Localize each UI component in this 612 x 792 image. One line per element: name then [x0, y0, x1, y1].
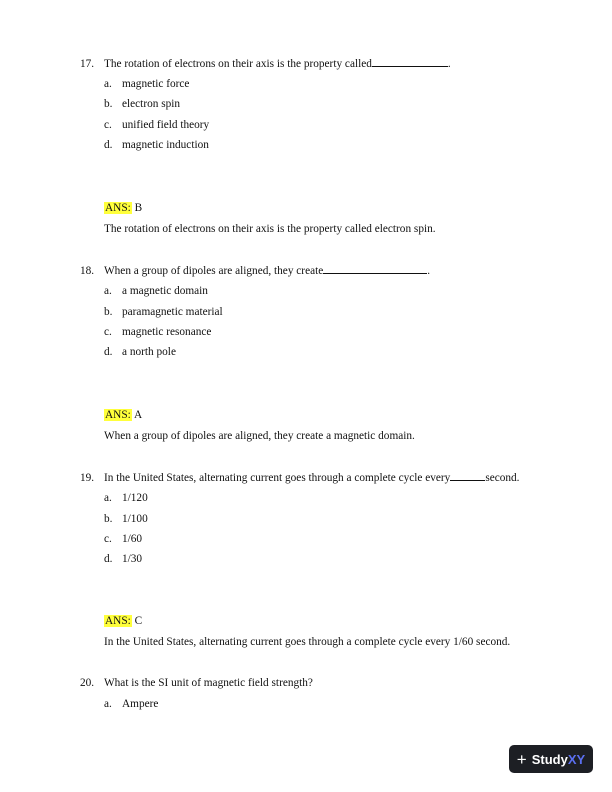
question-20	[80, 677, 313, 689]
answer-blank	[450, 471, 485, 481]
logo-name-accent: XY	[567, 751, 586, 767]
answer-label: ANS:	[105, 202, 131, 214]
option-text: a magnetic domain	[122, 285, 208, 297]
option-text: 1/120	[122, 492, 148, 504]
question-text: What is the SI unit of magnetic field strength?	[104, 677, 313, 689]
question-number: 17.	[80, 58, 95, 70]
option-letter: a.	[104, 78, 112, 90]
option-text: magnetic resonance	[122, 326, 212, 338]
answer-blank	[323, 264, 427, 274]
option-letter: a.	[104, 698, 112, 710]
option-letter: b.	[104, 98, 113, 110]
option-letter: c.	[104, 326, 112, 338]
option-item	[104, 553, 142, 565]
answer-value: A	[133, 409, 143, 421]
question-number: 18.	[80, 265, 95, 277]
answer-label: ANS:	[105, 615, 131, 627]
option-text: 1/60	[122, 533, 143, 545]
option-letter: b.	[104, 513, 113, 525]
option-item	[104, 698, 158, 710]
question-17	[80, 57, 451, 70]
answer-line	[104, 615, 142, 627]
question-19	[80, 471, 520, 484]
answer-line	[104, 202, 142, 214]
question-text: When a group of dipoles are aligned, they create	[104, 265, 324, 277]
option-letter: c.	[104, 533, 112, 545]
answer-explanation: The rotation of electrons on their axis is the property called electron spin.	[104, 223, 436, 235]
option-item	[104, 306, 223, 318]
option-text: 1/30	[122, 553, 143, 565]
answer-blank	[372, 57, 448, 67]
logo-name: Study	[531, 751, 568, 767]
option-text: magnetic induction	[122, 139, 209, 151]
option-letter: a.	[104, 492, 112, 504]
option-text: magnetic force	[122, 78, 190, 90]
option-item	[104, 119, 209, 131]
option-item	[104, 533, 142, 545]
answer-line	[104, 409, 142, 421]
question-18	[80, 264, 430, 277]
option-item	[104, 98, 180, 110]
option-letter: d.	[104, 553, 113, 565]
option-item	[104, 492, 148, 504]
option-item	[104, 285, 208, 297]
question-text-end: second.	[485, 472, 520, 484]
option-item	[104, 139, 209, 151]
option-letter: a.	[104, 285, 112, 297]
option-text: unified field theory	[122, 119, 210, 131]
plus-icon: +	[516, 749, 527, 769]
question-number: 19.	[80, 472, 95, 484]
option-letter: d.	[104, 139, 113, 151]
studyxy-logo[interactable]	[509, 745, 593, 773]
option-text: Ampere	[122, 698, 159, 710]
option-text: 1/100	[122, 513, 148, 525]
question-text: In the United States, alternating current goes through a complete cycle every	[104, 472, 451, 484]
question-text-end: .	[447, 58, 451, 70]
option-letter: c.	[104, 119, 112, 131]
option-item	[104, 346, 176, 358]
option-letter: b.	[104, 306, 113, 318]
answer-value: B	[134, 202, 143, 214]
option-text: paramagnetic material	[122, 306, 223, 318]
option-text: electron spin	[122, 98, 181, 110]
option-text: a north pole	[122, 346, 176, 358]
question-number: 20.	[80, 677, 95, 689]
answer-value: C	[134, 615, 143, 627]
option-letter: d.	[104, 346, 113, 358]
question-text-end: .	[427, 265, 431, 277]
answer-explanation: When a group of dipoles are aligned, they create a magnetic domain.	[104, 430, 415, 442]
option-item	[104, 78, 189, 90]
option-item	[104, 326, 211, 338]
question-text: The rotation of electrons on their axis is the property called	[104, 58, 372, 70]
option-item	[104, 513, 148, 525]
answer-explanation: In the United States, alternating current goes through a complete cycle every 1/60 second.	[104, 636, 511, 648]
answer-label: ANS:	[105, 409, 131, 421]
